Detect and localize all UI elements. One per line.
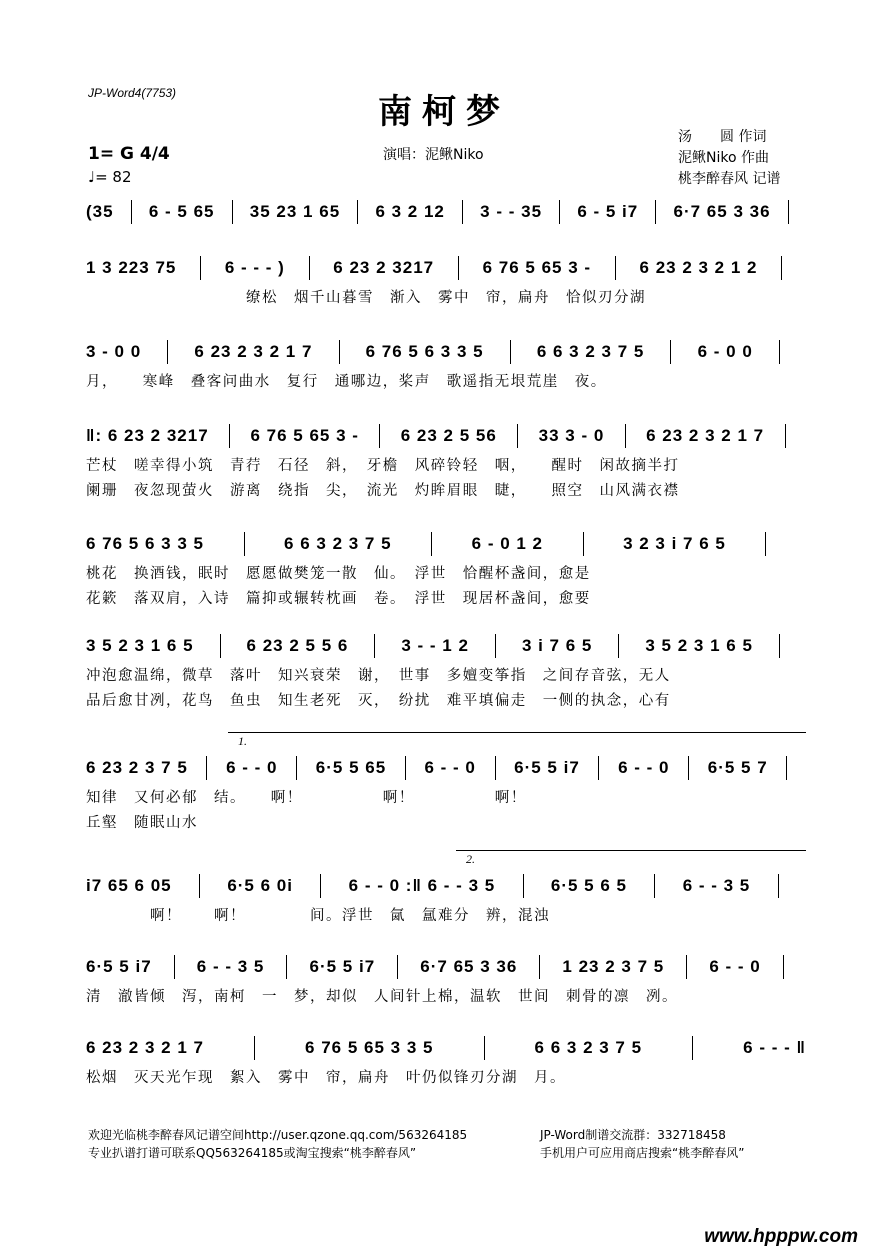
measure: 6·5 5 7	[707, 758, 768, 777]
barline	[655, 200, 656, 224]
barline	[339, 340, 340, 364]
measure: 6·5 5 i7	[86, 957, 152, 976]
song-title: 南柯梦	[378, 92, 510, 132]
lyric-line: 清 澈皆倾 泻，南柯 一 梦，却似 人间针上棉，温软 世间 刺骨的凛 冽。	[86, 989, 678, 1005]
notation-line	[86, 756, 806, 780]
volta-label: 2.	[466, 852, 475, 866]
measure: 6 - 0 1 2	[471, 534, 544, 553]
footer-mobile: 手机用户可应用商店搜索“桃李醉春风”	[540, 1146, 745, 1160]
notation-line	[86, 634, 806, 658]
measure: ‖: 6 23 2 3217	[86, 426, 209, 445]
notation-line	[86, 874, 806, 898]
singer-label: 演唱：泥鳅Niko	[383, 147, 484, 163]
barline	[296, 756, 297, 780]
lyric-line: 阑珊 夜忽现萤火 游离 绕指 尖， 流光 灼眸眉眼 睫， 照空 山风满衣襟	[86, 483, 680, 499]
measure: 1 3 223 75	[86, 258, 177, 277]
measure: 33 3 - 0	[538, 426, 605, 445]
barline	[357, 200, 358, 224]
barline	[615, 256, 616, 280]
measure: 6 23 2 3 2 1 2	[639, 258, 758, 277]
measure: 3 - - 1 2	[401, 636, 469, 655]
barline	[785, 424, 786, 448]
lyric-line: 松烟 灭天光乍现 絮入 雾中 帘，扁舟 叶仍似锋刃分湖 月。	[86, 1070, 566, 1086]
tempo-marking: ♩= 82	[88, 168, 132, 186]
barline	[484, 1036, 485, 1060]
barline	[462, 200, 463, 224]
barline	[254, 1036, 255, 1060]
barline	[539, 955, 540, 979]
measure: 6 76 5 65 3 -	[482, 258, 592, 277]
barline	[244, 532, 245, 556]
barline	[397, 955, 398, 979]
measure: 6·7 65 3 36	[420, 957, 518, 976]
score-system	[86, 734, 806, 831]
barline	[374, 634, 375, 658]
score-system	[86, 852, 806, 924]
barline	[286, 955, 287, 979]
measure: 6 23 2 3 7 5	[86, 758, 188, 777]
lyric-line: 桃花 换酒钱，眠时 愿愿做樊笼一散 仙。 浮世 恰醒杯盏间，愈是	[86, 566, 591, 582]
measure: i7 65 6 05	[86, 876, 172, 895]
barline	[309, 256, 310, 280]
measure: 35 23 1 65	[249, 202, 341, 221]
barline	[131, 200, 132, 224]
score-system	[86, 634, 806, 709]
measure: 6 76 5 65 3 -	[250, 426, 359, 445]
measure: 6 76 5 6 3 3 5	[86, 534, 204, 553]
measure: 3 5 2 3 1 6 5	[86, 636, 194, 655]
barline	[778, 874, 779, 898]
measure: 1 23 2 3 7 5	[562, 957, 665, 976]
notation-line	[86, 1036, 806, 1060]
lyric-line: 缭松 烟千山暮雪 渐入 雾中 帘，扁舟 恰似刃分湖	[86, 290, 646, 306]
volta-bracket	[456, 850, 806, 851]
barline	[598, 756, 599, 780]
footer-contact: 专业扒谱打谱可联系QQ563264185或淘宝搜索“桃李醉春风”	[88, 1146, 417, 1160]
measure: 6 - - - ‖	[743, 1038, 806, 1057]
barline	[229, 424, 230, 448]
barline	[688, 756, 689, 780]
barline	[692, 1036, 693, 1060]
score-system	[86, 340, 806, 390]
measure: 6 23 2 5 56	[400, 426, 497, 445]
measure: 3 i 7 6 5	[521, 636, 593, 655]
lyric-line: 丘壑 随眠山水	[86, 815, 198, 831]
measure: 6 76 5 6 3 3 5	[365, 342, 484, 361]
score-system	[86, 1036, 806, 1086]
barline	[405, 756, 406, 780]
measure: 6 - 0 0	[697, 342, 753, 361]
footer-group: JP-Word制谱交流群：332718458	[540, 1128, 726, 1142]
barline	[379, 424, 380, 448]
barline	[559, 200, 560, 224]
barline	[788, 200, 789, 224]
notation-line	[86, 532, 806, 556]
barline	[670, 340, 671, 364]
measure: 6 - - 3 5	[196, 957, 265, 976]
barline	[495, 756, 496, 780]
barline	[654, 874, 655, 898]
lyric-line: 品后愈甘冽，花鸟 鱼虫 知生老死 灭， 纷扰 难平填偏走 一侧的执念，心有	[86, 693, 671, 709]
footer-website: 欢迎光临桃李醉春风记谱空间http://user.qzone.qq.com/563264185	[88, 1128, 468, 1142]
barline	[781, 256, 782, 280]
barline	[200, 256, 201, 280]
measure: (35	[86, 202, 114, 221]
credit-transcriber: 桃李醉春风 记谱	[678, 171, 781, 187]
score-system	[86, 424, 806, 499]
measure: 6 - - 0	[424, 758, 476, 777]
measure: 6 - - 0 :‖ 6 - - 3 5	[348, 876, 496, 895]
measure: 6 23 2 3 2 1 7	[646, 426, 765, 445]
measure: 6 - - 3 5	[682, 876, 751, 895]
barline	[523, 874, 524, 898]
measure: 6 - - 0	[618, 758, 670, 777]
barline	[199, 874, 200, 898]
measure: 3 - - 35	[480, 202, 543, 221]
barline	[618, 634, 619, 658]
measure: 6 23 2 3 2 1 7	[194, 342, 313, 361]
measure: 6 76 5 65 3 3 5	[305, 1038, 434, 1057]
notation-line	[86, 424, 806, 448]
barline	[686, 955, 687, 979]
barline	[779, 340, 780, 364]
measure: 6 - 5 i7	[577, 202, 639, 221]
measure: 6 - 5 65	[148, 202, 215, 221]
score-system	[86, 256, 806, 306]
volta-label: 1.	[238, 734, 247, 748]
lyric-line: 花簌 落双肩，入诗 篇抑或辗转枕画 卷。 浮世 现居杯盏间，愈要	[86, 591, 591, 607]
measure: 6 23 2 3 2 1 7	[86, 1038, 204, 1057]
software-label: JP-Word4(7753)	[88, 86, 177, 100]
barline	[783, 955, 784, 979]
score-system	[86, 955, 806, 1005]
lyric-line: 芒杖 嗟幸得小筑 青荇 石径 斜， 牙檐 风碎铃轻 咽， 醒时 闲故摘半打	[86, 458, 680, 474]
barline	[495, 634, 496, 658]
measure: 6 23 2 5 5 6	[246, 636, 349, 655]
measure: 6 3 2 12	[375, 202, 445, 221]
barline	[320, 874, 321, 898]
lyric-line: 知律 又何必郁 结。 啊！ 啊！ 啊！	[86, 790, 527, 806]
site-watermark: www.hpppw.com	[704, 1226, 858, 1247]
barline	[206, 756, 207, 780]
measure: 6 6 3 2 3 7 5	[284, 534, 392, 553]
credit-composer: 泥鳅Niko 作曲	[678, 150, 769, 166]
barline	[583, 532, 584, 556]
barline	[232, 200, 233, 224]
barline	[517, 424, 518, 448]
measure: 6 23 2 3217	[333, 258, 435, 277]
barline	[431, 532, 432, 556]
measure: 6·5 5 i7	[309, 957, 376, 976]
measure: 6·5 5 i7	[514, 758, 580, 777]
barline	[458, 256, 459, 280]
lyric-line: 啊！ 啊！ 间。浮世 氤 氲难分 辨，混浊	[86, 908, 550, 924]
volta-bracket	[228, 732, 806, 733]
lyric-line: 月， 寒峰 叠客问曲水 复行 通哪边，桨声 歌遥指无垠荒崖 夜。	[86, 374, 607, 390]
barline	[167, 340, 168, 364]
barline	[174, 955, 175, 979]
measure: 6 6 3 2 3 7 5	[534, 1038, 643, 1057]
measure: 6 - - 0	[226, 758, 278, 777]
barline	[779, 634, 780, 658]
notation-line	[86, 200, 806, 224]
measure: 6·5 5 6 5	[550, 876, 627, 895]
barline	[625, 424, 626, 448]
score-system	[86, 200, 806, 224]
measure: 6·7 65 3 36	[673, 202, 771, 221]
measure: 6 - - 0	[709, 957, 761, 976]
barline	[786, 756, 787, 780]
barline	[765, 532, 766, 556]
lyric-line: 冲泡愈温绵，微草 落叶 知兴衰荣 谢， 世事 多嬗变筝指 之间存音弦，无人	[86, 668, 671, 684]
measure: 6·5 6 0i	[227, 876, 293, 895]
notation-line	[86, 955, 806, 979]
notation-line	[86, 340, 806, 364]
measure: 6·5 5 65	[315, 758, 387, 777]
notation-line	[86, 256, 806, 280]
barline	[220, 634, 221, 658]
measure: 3 - 0 0	[86, 342, 142, 361]
measure: 3 5 2 3 1 6 5	[645, 636, 753, 655]
key-signature: 1= G 4/4	[88, 144, 170, 164]
measure: 3 2 3 i 7 6 5	[623, 534, 726, 553]
measure: 6 - - - )	[224, 258, 285, 277]
credit-lyricist: 汤 圆 作词	[678, 129, 767, 145]
score-system	[86, 532, 806, 607]
measure: 6 6 3 2 3 7 5	[536, 342, 645, 361]
barline	[510, 340, 511, 364]
